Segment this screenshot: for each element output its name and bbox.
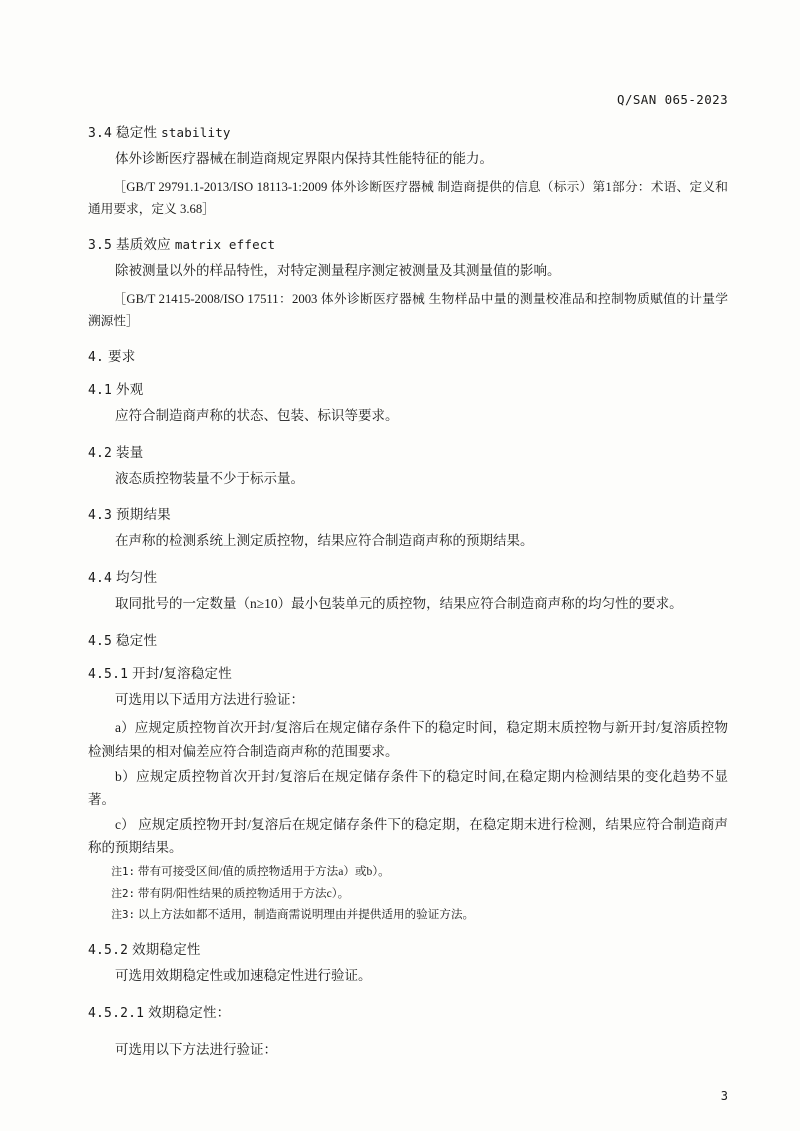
section-title-en: matrix effect [174, 237, 276, 253]
section-paragraph: 应符合制造商声称的状态、包装、标识等要求。 [115, 408, 399, 424]
note-1 [88, 862, 728, 882]
section-reference: ［GB/T 29791.1-2013/ISO 18113-1:2009 体外诊断医疗器械 制造商提供的信息（标示）第1部分：术语、定义和通用要求，定义 3.68］ [88, 179, 728, 216]
list-item: a）应规定质控物首次开封/复溶后在规定储存条件下的稳定时间，稳定期末质控物与新开封/复溶质控物检测结果的相对偏差应符合制造商声称的范围要求。 [88, 720, 728, 759]
section-reference: ［GB/T 21415-2008/ISO 17511：2003 体外诊断医疗器械 生物样品中量的测量校准品和控制物质赋值的计量学溯源性］ [88, 291, 728, 328]
section-title-cn: 稳定性 [116, 125, 158, 140]
list-item: b）应规定质控物首次开封/复溶后在规定储存条件下的稳定时间,在稳定期内检测结果的变化趋势不显著。 [88, 768, 728, 808]
section-number: 4.5.1 [88, 666, 129, 682]
section-title-cn: 均匀性 [116, 570, 158, 585]
section-title-cn: 预期结果 [116, 507, 171, 523]
section-title-cn: 稳定性 [116, 632, 158, 648]
section-number: 4.5.2.1 [88, 1005, 145, 1021]
section-heading-4-5 [88, 629, 728, 649]
section-paragraph: 可选用效期稳定性或加速稳定性进行验证。 [115, 968, 372, 984]
section-paragraph: 可选用以下方法进行验证： [115, 1041, 277, 1057]
section-paragraph: 除被测量以外的样品特性，对特定测量程序测定被测量及其测量值的影响。 [115, 263, 561, 279]
list-item: c） 应规定质控物开封/复溶后在规定储存条件下的稳定期，在稳定期末进行检测，结果应符合制造商声称的预期结果。 [88, 816, 728, 856]
section-heading-4 [88, 345, 728, 365]
section-paragraph: 取同批号的一定数量（n≥10）最小包装单元的质控物，结果应符合制造商声称的均匀性的要求。 [115, 596, 683, 611]
section-heading-4-5-1 [88, 662, 728, 682]
section-paragraph: 液态质控物装量不少于标示量。 [115, 470, 304, 486]
section-heading-3-5 [88, 233, 728, 253]
section-paragraph: 在声称的检测系统上测定质控物，结果应符合制造商声称的预期结果。 [115, 533, 534, 549]
section-number: 4.3 [88, 508, 113, 524]
section-title-cn: 装量 [116, 444, 144, 460]
section-heading-4-4 [88, 566, 728, 586]
section-number: 4.2 [88, 445, 113, 461]
section-number: 3.4 [88, 126, 113, 141]
note-label: 注3: [111, 908, 135, 922]
section-title-cn: 效期稳定性 [132, 942, 201, 958]
page-number: 3 [720, 1089, 728, 1103]
section-title-en: stability [161, 125, 231, 140]
section-number: 4.1 [88, 383, 113, 399]
section-heading-3-4 [88, 121, 728, 141]
section-heading-4-3 [88, 503, 728, 523]
section-number: 4.5.2 [88, 943, 129, 959]
note-text: 以上方法如都不适用，制造商需说明理由并提供适用的验证方法。 [137, 908, 475, 922]
section-title-cn: 要求 [108, 349, 136, 365]
section-title-cn: 基质效应 [116, 237, 171, 253]
note-label: 注2: [111, 886, 135, 900]
note-3 [88, 905, 728, 925]
page-content [88, 92, 728, 1066]
document-header-code: Q/SAN 065-2023 [617, 92, 728, 107]
spacer [88, 1027, 728, 1033]
section-heading-4-2 [88, 441, 728, 461]
note-label: 注1: [111, 865, 135, 878]
section-title-cn: 外观 [116, 382, 144, 398]
section-title-cn: 效期稳定性： [148, 1004, 231, 1020]
section-heading-4-5-2 [88, 938, 728, 958]
note-text: 带有可接受区间/值的质控物适用于方法a）或b）。 [137, 865, 390, 878]
section-paragraph: 体外诊断医疗器械在制造商规定界限内保持其性能特征的能力。 [115, 151, 493, 166]
note-text: 带有阴/阳性结果的质控物适用于方法c）。 [137, 886, 350, 900]
section-title-cn: 开封/复溶稳定性 [132, 665, 232, 681]
section-number: 4.4 [88, 571, 113, 586]
section-number: 3.5 [88, 238, 113, 254]
section-number: 4.5 [88, 633, 113, 649]
section-number: 4. [88, 350, 105, 366]
section-paragraph: 可选用以下适用方法进行验证： [115, 691, 304, 707]
section-heading-4-1 [88, 378, 728, 398]
note-2 [88, 884, 728, 904]
section-heading-4-5-2-1 [88, 1001, 728, 1021]
